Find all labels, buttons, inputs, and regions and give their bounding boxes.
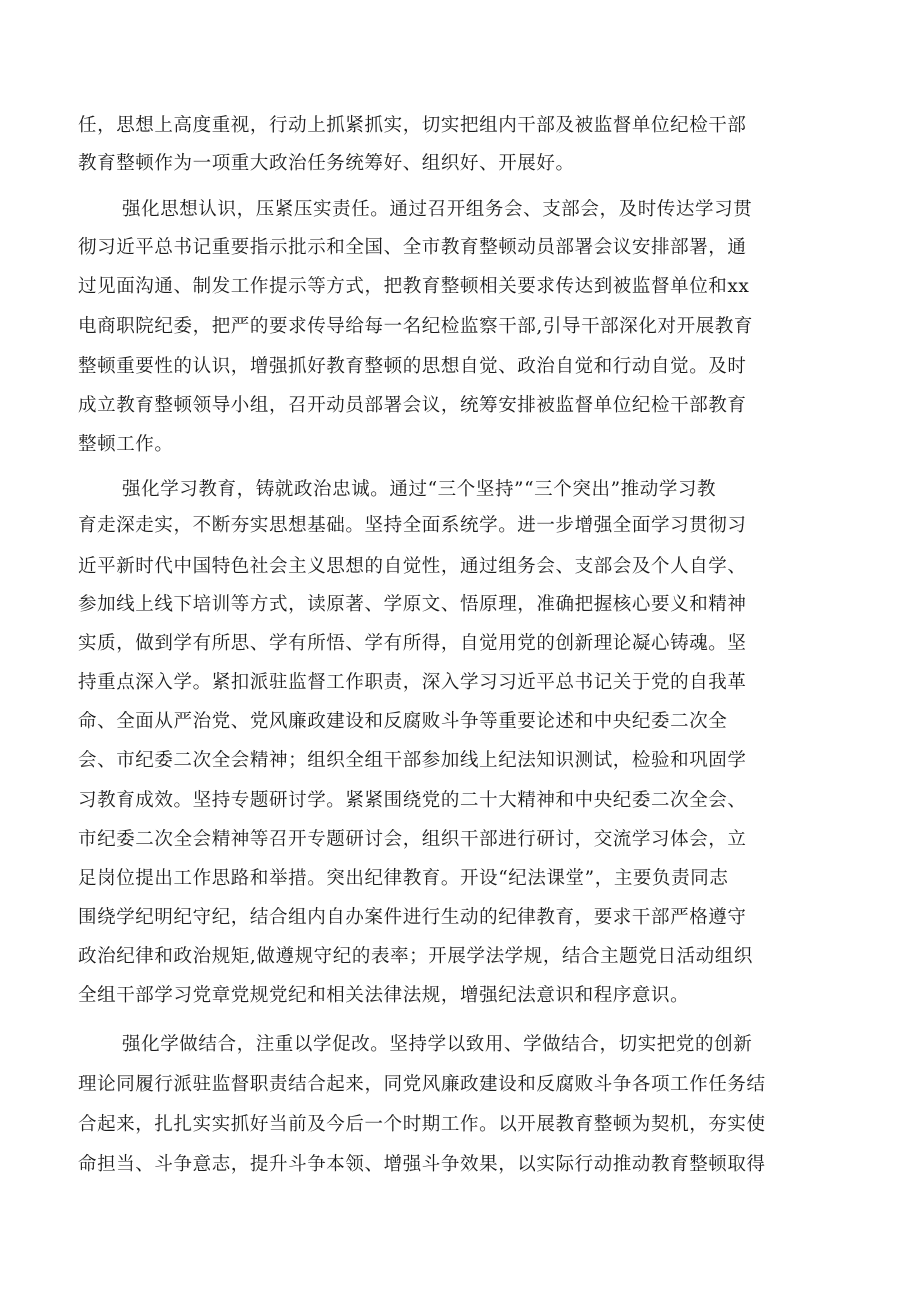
- text-line: 任，思想上高度重视，行动上抓紧抓实，切实把组内干部及被监督单位纪检干部: [78, 115, 747, 136]
- text-line: 近平新时代中国特色社会主义思想的自觉性，通过组务会、支部会及个人自学、: [78, 556, 747, 577]
- text-line: 持重点深入学。紧扣派驻监督工作职责，深入学习习近平总书记关于党的自我革: [78, 672, 747, 693]
- text-line: 围绕学纪明纪守纪，结合组内自办案件进行生动的纪律教育，要求干部严格遵守: [78, 907, 747, 928]
- paragraph-start-line: 强化思想认识，压紧压实责任。通过召开组务会、支部会，及时传达学习贯: [122, 199, 753, 220]
- text-line: 命、全面从严治党、党风廉政建设和反腐败斗争等重要论述和中央纪委二次全: [78, 711, 728, 732]
- text-line: 教育整顿作为一项重大政治任务统筹好、组织好、开展好。: [78, 153, 575, 174]
- text-line: 足岗位提出工作思路和举措。突出纪律教育。开设“纪法课堂”，主要负责同志: [78, 868, 729, 889]
- text-line: 成立教育整顿领导小组，召开动员部署会议，统筹安排被监督单位纪检干部教育: [78, 395, 747, 416]
- text-line: 电商职院纪委，把严的要求传导给每一名纪检监察干部,引导干部深化对开展教育: [78, 316, 753, 337]
- text-line: 育走深走实，不断夯实思想基础。坚持全面系统学。进一步增强全面学习贯彻习: [78, 515, 747, 536]
- text-line: 理论同履行派驻监督职责结合起来，同党风廉政建设和反腐败斗争各项工作任务结: [78, 1074, 766, 1095]
- text-line: 整顿工作。: [78, 434, 174, 455]
- text-line: 整顿重要性的认识，增强抓好教育整顿的思想自觉、政治自觉和行动自觉。及时: [78, 356, 747, 377]
- text-line: 全组干部学习党章党规党纪和相关法律法规，增强纪法意识和程序意识。: [78, 985, 690, 1006]
- paragraph-start-line: 强化学做结合，注重以学促改。坚持学以致用、学做结合，切实把党的创新: [122, 1034, 753, 1055]
- text-line: 命担当、斗争意志，提升斗争本领、增强斗争效果，以实际行动推动教育整顿取得: [78, 1154, 766, 1175]
- text-line: 彻习近平总书记重要指示批示和全国、全市教育整顿动员部署会议安排部署，通: [78, 237, 747, 258]
- text-line: 过见面沟通、制发工作提示等方式，把教育整顿相关要求传达到被监督单位和xx: [78, 276, 750, 297]
- paragraph-start-line: 强化学习教育，铸就政治忠诚。通过“三个坚持”“三个突出”推动学习教: [122, 479, 717, 500]
- text-line: 市纪委二次全会精神等召开专题研讨会，组织干部进行研讨，交流学习体会，立: [78, 829, 747, 850]
- text-line: 合起来，扎扎实实抓好当前及今后一个时期工作。以开展教育整顿为契机，夯实使: [78, 1114, 766, 1135]
- text-line: 政治纪律和政治规矩,做遵规守纪的表率；开展学法学规，结合主题党日活动组织: [78, 946, 753, 967]
- text-line: 习教育成效。坚持专题研讨学。紧紧围绕党的二十大精神和中央纪委二次全会、: [78, 790, 747, 811]
- text-line: 会、市纪委二次全会精神；组织全组干部参加线上纪法知识测试，检验和巩固学: [78, 750, 747, 771]
- text-line: 参加线上线下培训等方式，读原著、学原文、悟原理，准确把握核心要义和精神: [78, 594, 747, 615]
- text-line: 实质，做到学有所思、学有所悟、学有所得，自觉用党的创新理论凝心铸魂。坚: [78, 633, 747, 654]
